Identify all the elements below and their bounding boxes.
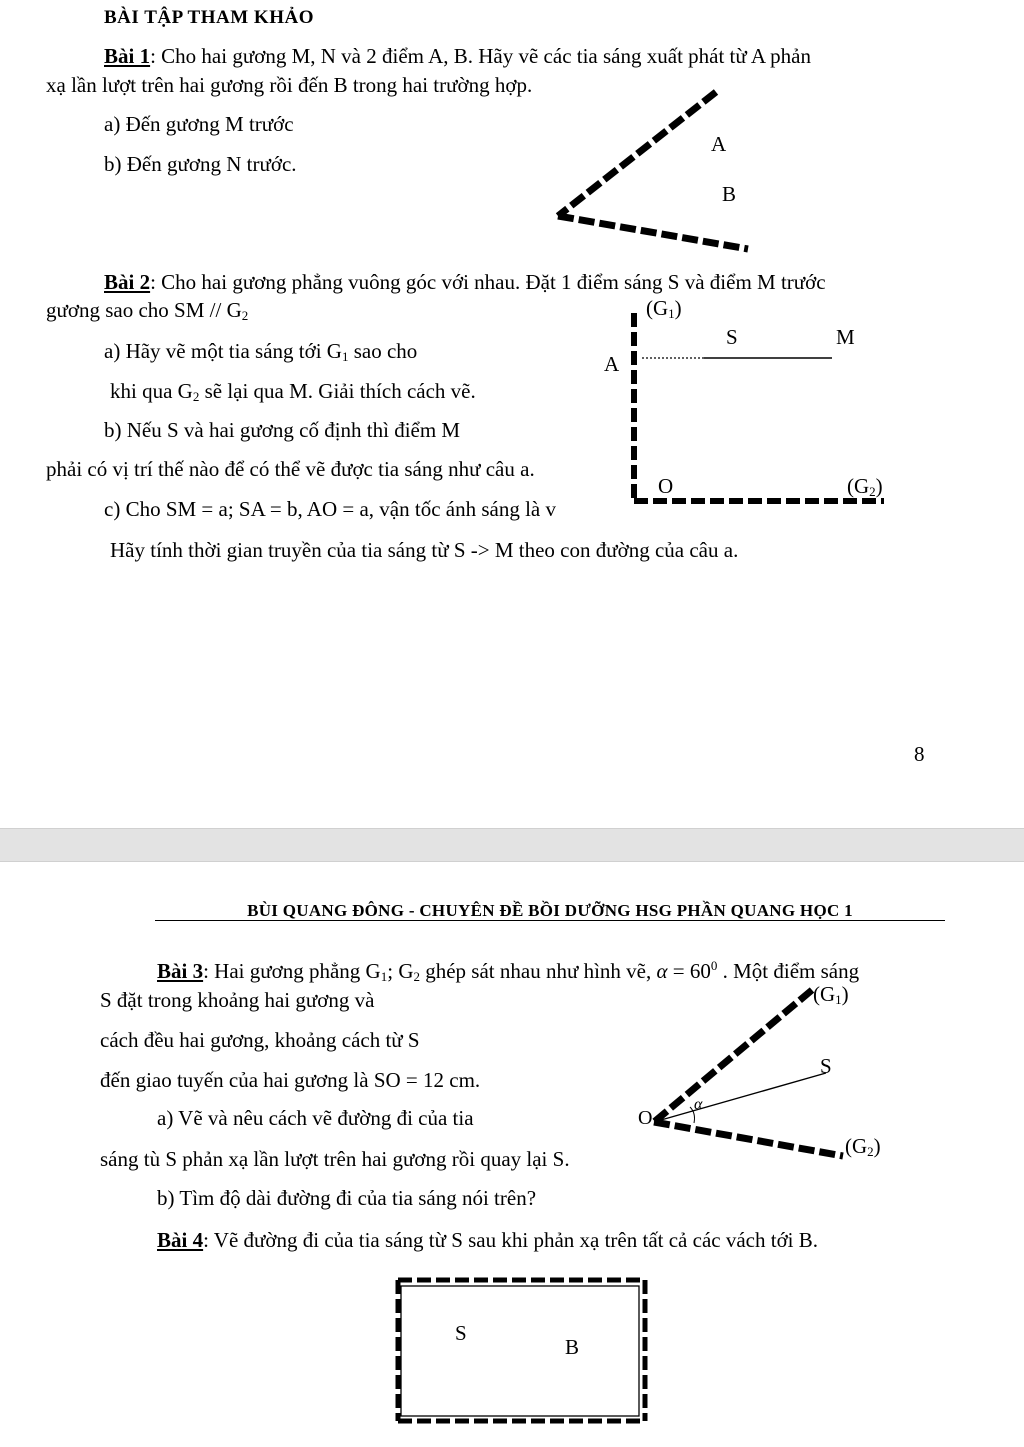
bai2-point-a: A <box>604 352 620 376</box>
bai2-line4: phải có vị trí thế nào để có thể vẽ được tia sáng như câu a. <box>46 457 535 481</box>
bai4-point-b: B <box>565 1335 580 1359</box>
bai1-line1: Bài 1: Cho hai gương M, N và 2 điểm A, B. Hãy vẽ các tia sáng xuất phát từ A phản <box>104 44 811 68</box>
bai2-label-g1: $(G_1)$ <box>646 296 682 321</box>
bai4-point-s: S <box>455 1321 467 1345</box>
bai3-line2: S đặt trong khoảng hai gương và <box>100 988 375 1012</box>
bai4-line1: Bài 4: Vẽ đường đi của tia sáng từ S sau khi phản xạ trên tất cả các vách tới B. <box>157 1228 819 1252</box>
running-header: BÙI QUANG ĐÔNG - CHUYÊN ĐỀ BỒI DƯỠNG HSG PHẦN QUANG HỌC 1 <box>155 902 945 921</box>
bai1-point-a: A <box>711 132 727 156</box>
bai3-line4: đến giao tuyến của hai gương là SO = 12 cm. <box>100 1068 481 1092</box>
bai3-item-b: b) Tìm độ dài đường đi của tia sáng nói trên? <box>157 1186 537 1210</box>
bai3-line1: Bài 3: Hai gương phẳng $G_1$; $G_2$ ghép sát nhau như hình vẽ, $\alpha = 60^0$ . Một điểm sáng <box>157 958 860 984</box>
bai3-line3: cách đều hai gương, khoảng cách từ S <box>100 1028 420 1052</box>
page-number: 8 <box>914 742 925 766</box>
bai2-item-b: b) Nếu S và hai gương cố định thì điểm M <box>104 418 461 442</box>
bai4-label: Bài 4 <box>157 1228 204 1252</box>
bai3-line6: sáng tù S phản xạ lần lượt trên hai gương rồi quay lại S. <box>100 1147 570 1171</box>
bai1-item-a: a) Đến gương M trước <box>104 112 294 136</box>
bai2-line-g2: khi qua $G_2$ sẽ lại qua M. Giải thích cách vẽ. <box>110 379 476 404</box>
bai3-angle-alpha: α <box>694 1096 703 1113</box>
bai1-point-b: B <box>722 182 737 206</box>
bai3-point-s: S <box>820 1054 832 1078</box>
bai2-line2: gương sao cho SM // $G_2$ <box>46 298 249 323</box>
bai2-label-g2: $(G_2)$ <box>847 474 883 499</box>
bai1-label: Bài 1 <box>104 44 151 68</box>
page-heading: BÀI TẬP THAM KHẢO <box>104 7 314 28</box>
bai3-label: Bài 3 <box>157 959 204 983</box>
bai2-item-a: a) Hãy vẽ một tia sáng tới $G_1$ sao cho <box>104 339 418 364</box>
bai3-label-g1: $(G_1)$ <box>813 982 849 1007</box>
inner-room <box>401 1286 639 1416</box>
bai2-label: Bài 2 <box>104 270 151 294</box>
bai2-point-s: S <box>726 325 738 349</box>
bai3-item-a: a) Vẽ và nêu cách vẽ đường đi của tia <box>157 1106 474 1130</box>
bai3-point-o: O <box>638 1107 653 1129</box>
bai2-point-o: O <box>658 474 674 498</box>
bai3-label-g2: $(G_2)$ <box>845 1134 881 1159</box>
bai2-item-c: c) Cho SM = a; SA = b, AO = a, vận tốc ánh sáng là v <box>104 497 556 521</box>
bai1-item-b: b) Đến gương N trước. <box>104 152 297 176</box>
bai2-line6: Hãy tính thời gian truyền của tia sáng từ S -> M theo con đường của câu a. <box>110 538 739 562</box>
bai2-point-m: M <box>836 325 855 349</box>
bai1-line2: xạ lần lượt trên hai gương rồi đến B trong hai trường hợp. <box>46 73 533 97</box>
bai2-line1: Bài 2: Cho hai gương phẳng vuông góc với nhau. Đặt 1 điểm sáng S và điểm M trước <box>104 270 826 294</box>
